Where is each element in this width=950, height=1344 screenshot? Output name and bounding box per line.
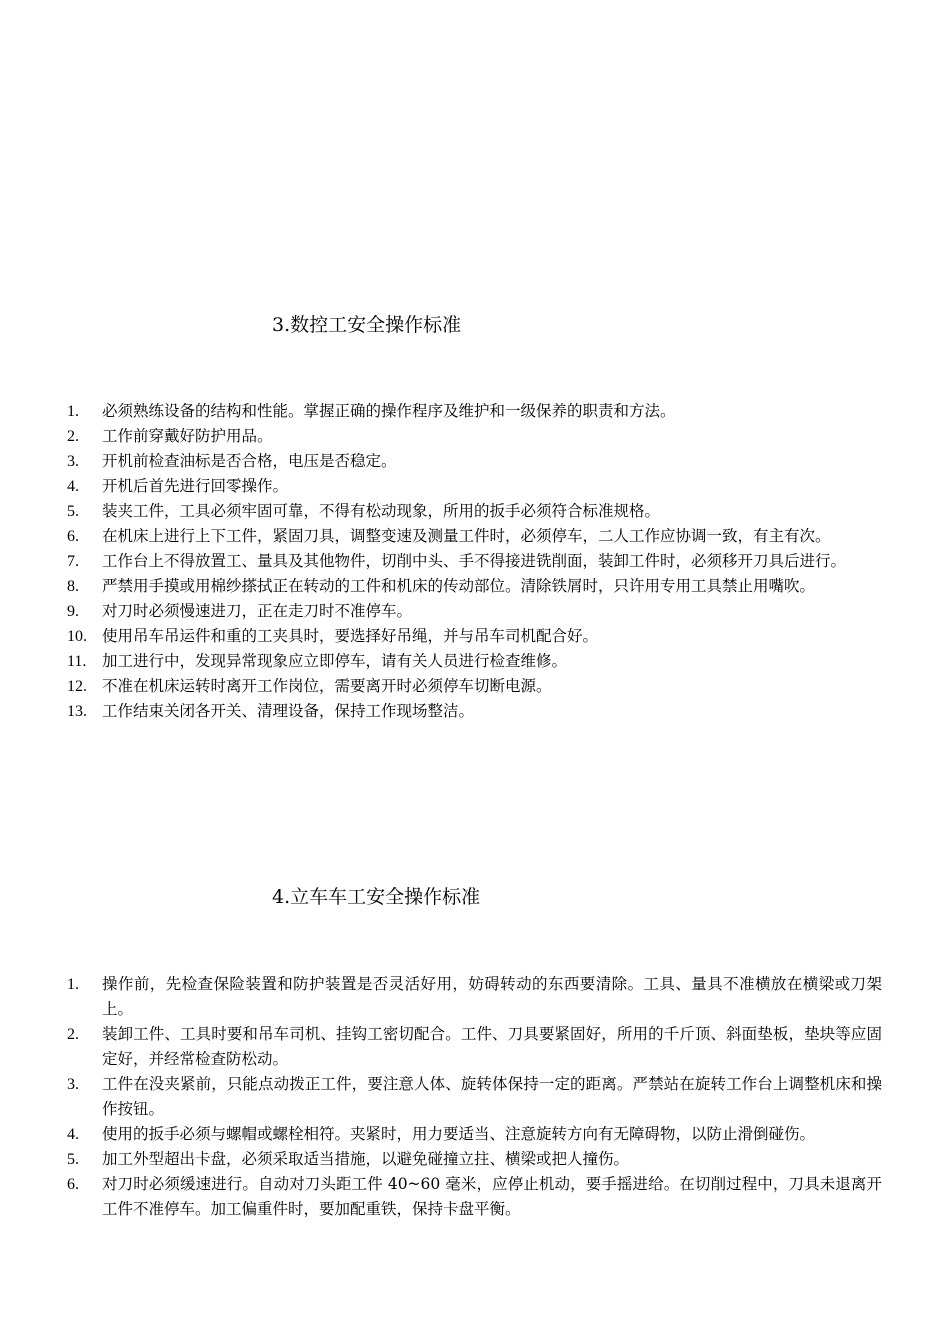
list-item [0,674,950,699]
list-item [0,649,950,674]
item-number: 3. [67,453,79,470]
item-number: 13. [67,703,87,720]
item-text: 开机前检查油标是否合格，电压是否稳定。 [102,452,397,470]
item-number: 5. [67,1151,79,1168]
item-text: 工作台上不得放置工、量具及其他物件，切削中头、手不得接进铣削面，装卸工件时，必须移开刀具后进行。 [102,552,847,570]
item-number: 4. [67,478,79,495]
list-item [0,399,950,424]
list-item [0,699,950,724]
item-number: 5. [67,503,79,520]
item-number: 9. [67,603,79,620]
list-item [0,1172,950,1222]
item-number: 12. [67,678,87,695]
section-title-cnc: 3.数控工安全操作标准 [272,314,462,336]
item-text: 操作前，先检查保险装置和防护装置是否灵活好用，妨碍转动的东西要清除。工具、量具不准横放在横梁或刀架上。 [102,975,882,1018]
item-number: 6. [67,528,79,545]
item-text: 装卸工件、工具时要和吊车司机、挂钩工密切配合。工件、刀具要紧固好，所用的千斤顶、斜面垫板，垫块等应固定好，并经常检查防松动。 [102,1025,882,1068]
list-item [0,1072,950,1122]
item-number: 11. [67,653,87,670]
item-number: 7. [67,553,79,570]
list-item [0,972,950,1022]
list-item [0,499,950,524]
list-item [0,524,950,549]
item-number: 3. [67,1076,79,1093]
list-item [0,624,950,649]
item-text: 加工进行中，发现异常现象应立即停车，请有关人员进行检查维修。 [102,652,568,670]
list-item [0,424,950,449]
item-text: 在机床上进行上下工件，紧固刀具，调整变速及测量工件时，必须停车，二人工作应协调一致，有主有次。 [102,527,831,545]
item-text: 对刀时必须慢速进刀，正在走刀时不准停车。 [102,602,413,620]
item-text: 使用吊车吊运件和重的工夹具时，要选择好吊绳，并与吊车司机配合好。 [102,627,599,645]
list-item [0,474,950,499]
item-text: 装夹工件，工具必须牢固可靠，不得有松动现象，所用的扳手必须符合标准规格。 [102,502,661,520]
section-title-vertical-lathe: 4.立车车工安全操作标准 [272,886,481,908]
item-text: 严禁用手摸或用棉纱搽拭正在转动的工件和机床的传动部位。清除铁屑时，只许用专用工具禁止用嘴吹。 [102,577,816,595]
item-number: 8. [67,578,79,595]
item-text: 工作结束关闭各开关、清理设备，保持工作现场整洁。 [102,702,475,720]
list-item [0,1022,950,1072]
item-number: 4. [67,1126,79,1143]
list-item [0,549,950,574]
item-text: 加工外型超出卡盘，必须采取适当措施，以避免碰撞立拄、横梁或把人撞伤。 [102,1150,630,1168]
item-number: 1. [67,976,79,993]
item-number: 10. [67,628,87,645]
list-item [0,574,950,599]
item-text: 不准在机床运转时离开工作岗位，需要离开时必须停车切断电源。 [102,677,552,695]
item-text: 必须熟练设备的结构和性能。掌握正确的操作程序及维护和一级保养的职责和方法。 [102,402,676,420]
item-text: 工件在没夹紧前，只能点动拨正工件，要注意人体、旋转体保持一定的距离。严禁站在旋转工作台上调整机床和操作按钮。 [102,1075,882,1118]
item-number: 2. [67,1026,79,1043]
list-item [0,1147,950,1172]
item-text: 工作前穿戴好防护用品。 [102,427,273,445]
item-text: 开机后首先进行回零操作。 [102,477,289,495]
list-item [0,449,950,474]
list-item [0,1122,950,1147]
cnc-safety-list [0,399,950,724]
item-number: 1. [67,403,79,420]
item-number: 2. [67,428,79,445]
vertical-lathe-safety-list [0,972,950,1222]
list-item [0,599,950,624]
item-text: 使用的扳手必须与螺帽或螺栓相符。夹紧时，用力要适当、注意旋转方向有无障碍物，以防止滑倒碰伤。 [102,1125,816,1143]
item-number: 6. [67,1176,79,1193]
item-text: 对刀时必须缓速进行。自动对刀头距工件 40~60 毫米，应停止机动，要手摇进给。在切削过程中，刀具未退离开工件不准停车。加工偏重件时，要加配重铁，保持卡盘平衡。 [102,1175,882,1218]
